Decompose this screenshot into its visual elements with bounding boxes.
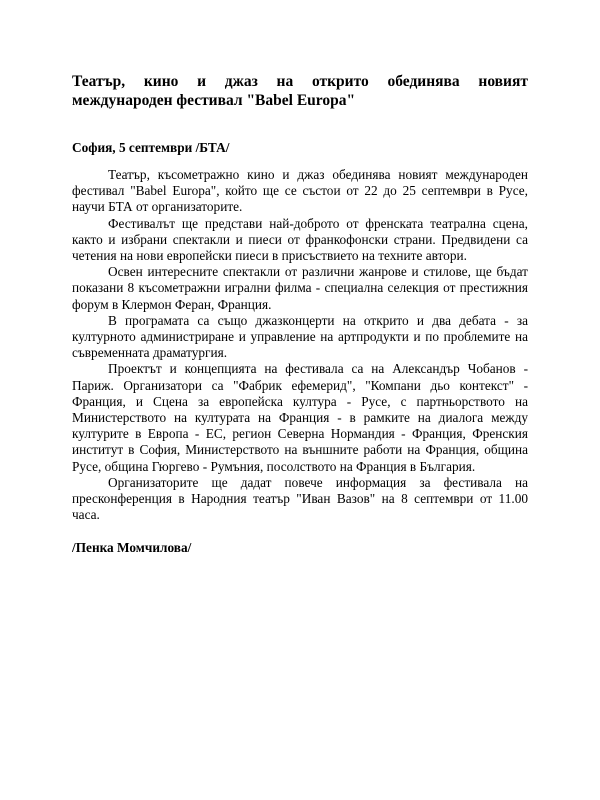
article-title: Театър, кино и джаз на открито обединява новият международен фестивал "Babel Europa"	[72, 73, 528, 109]
article-author: /Пенка Момчилова/	[72, 540, 192, 555]
paragraph: Фестивалът ще представи най-доброто от френската театрална сцена, както и избрани спектакли и пиеси от франкофонски страни. Предвидени са четения на нови европейски пиеси в присъствието на техните автори.	[72, 215, 528, 264]
article-body	[72, 167, 528, 523]
paragraph: Организаторите ще дадат повече информация за фестивала на пресконференция в Народния театър "Иван Вазов" на 8 септември от 11.00 часа.	[72, 474, 528, 523]
paragraph: Освен интересните спектакли от различни жанрове и стилове, ще бъдат показани 8 късометражни игрални филма - специална селекция от престижния форум в Клермон Феран, Франция.	[72, 264, 528, 312]
paragraph: Проектът и концепцията на фестивала са на Александър Чобанов - Париж. Организатори са "Фабрик ефемерид", "Компани дьо контекст" - Франция, и Сцена за европейска култура - Русе, с партньорството на Министерството на културата на Франция - в рамките на диалога между културите в Европа - ЕС, регион Северна Нормандия - Франция, Френския институт в София, Министерството на външните работи на Франция, община Русе, община Гюргево - Румъния, посолството на Франция в България.	[72, 361, 528, 474]
paragraph: Театър, късометражно кино и джаз обединява новият международен фестивал "Babel Europa", който ще се състои от 22 до 25 септември в Русе, научи БТА от организаторите.	[72, 167, 528, 215]
article-dateline: София, 5 септември /БТА/	[72, 140, 230, 155]
paragraph: В програмата са също джазконцерти на открито и два дебата - за културното администриране и управление на артпродукти и по проблемите на съвременната драматургия.	[72, 312, 528, 361]
